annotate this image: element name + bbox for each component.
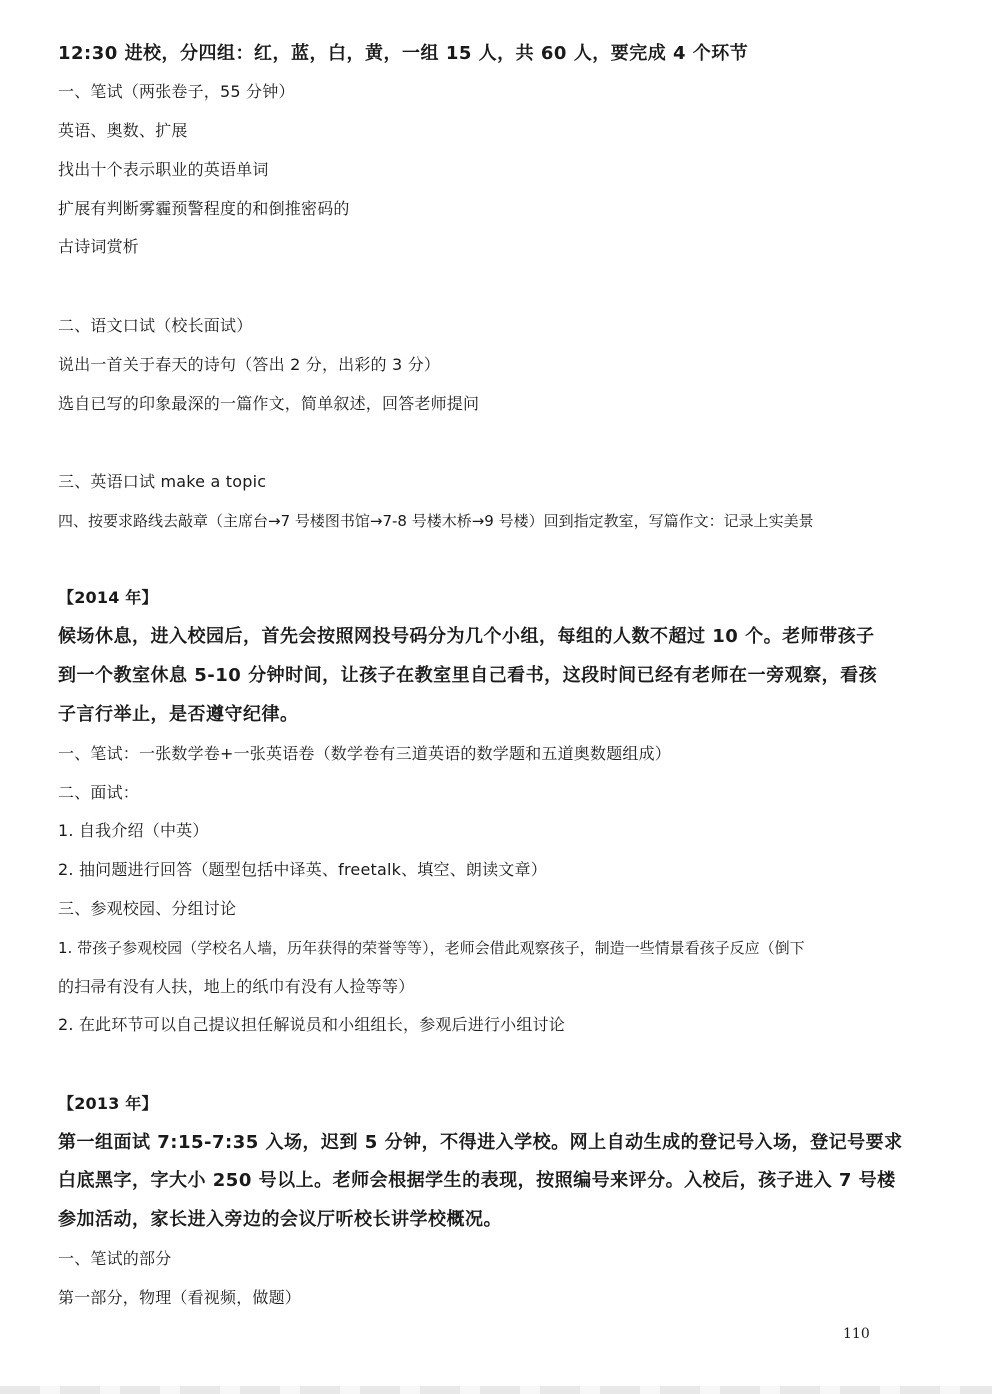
section-heading-2014: 【2014 年】 xyxy=(58,588,158,607)
text-line: 三、英语口试 make a topic xyxy=(58,472,267,491)
text-line: 古诗词赏析 xyxy=(58,237,140,256)
text-line: 一、笔试（两张卷子，55 分钟） xyxy=(58,82,295,101)
text-line: 参加活动，家长进入旁边的会议厅听校长讲学校概况。 xyxy=(58,1209,502,1230)
text-line: 英语、奥数、扩展 xyxy=(58,121,188,140)
text-line: 二、面试： xyxy=(58,783,140,802)
text-line: 1. 带孩子参观校园（学校名人墙，历年获得的荣誉等等），老师会借此观察孩子，制造一些情景看孩子反应（倒下 xyxy=(58,939,805,957)
text-line: 到一个教室休息 5-10 分钟时间，让孩子在教室里自己看书，这段时间已经有老师在一旁观察，看孩 xyxy=(58,665,878,686)
page-number: 110 xyxy=(843,1326,870,1342)
text-line: 扩展有判断雾霾预警程度的和倒推密码的 xyxy=(58,199,350,218)
text-line: 第一组面试 7:15-7:35 入场，迟到 5 分钟，不得进入学校。网上自动生成的登记号入场，登记号要求 xyxy=(58,1132,903,1153)
text-line: 说出一首关于春天的诗句（答出 2 分，出彩的 3 分） xyxy=(58,355,441,374)
text-line: 四、按要求路线去敲章（主席台→7 号楼图书馆→7-8 号楼木桥→9 号楼）回到指定教室，写篇作文：记录上实美景 xyxy=(58,512,814,530)
text-line: 第一部分，物理（看视频，做题） xyxy=(58,1288,302,1307)
text-line: 一、笔试的部分 xyxy=(58,1249,172,1268)
text-line: 1. 自我介绍（中英） xyxy=(58,821,209,840)
text-line: 的扫帚有没有人扶，地上的纸巾有没有人捡等等） xyxy=(58,977,415,996)
text-line: 子言行举止，是否遵守纪律。 xyxy=(58,704,299,725)
text-line: 2. 在此环节可以自己提议担任解说员和小组组长，参观后进行小组讨论 xyxy=(58,1015,565,1034)
text-line: 白底黑字，字大小 250 号以上。老师会根据学生的表现，按照编号来评分。入校后，孩子进入 7 号楼 xyxy=(58,1170,896,1191)
text-line: 二、语文口试（校长面试） xyxy=(58,316,253,335)
text-line: 候场休息，进入校园后，首先会按照网投号码分为几个小组，每组的人数不超过 10 个。老师带孩子 xyxy=(58,626,875,647)
text-line: 一、笔试：一张数学卷+一张英语卷（数学卷有三道英语的数学题和五道奥数题组成） xyxy=(58,744,672,763)
text-line: 找出十个表示职业的英语单词 xyxy=(58,160,269,179)
text-line: 2. 抽问题进行回答（题型包括中译英、freetalk、填空、朗读文章） xyxy=(58,860,547,879)
text-line: 三、参观校园、分组讨论 xyxy=(58,899,237,918)
text-line: 选自已写的印象最深的一篇作文，简单叙述，回答老师提问 xyxy=(58,394,480,413)
text-line: 12:30 进校，分四组：红，蓝，白，黄，一组 15 人，共 60 人，要完成 4 个环节 xyxy=(58,43,749,64)
scan-edge-artifact xyxy=(0,1386,992,1394)
section-heading-2013: 【2013 年】 xyxy=(58,1094,158,1113)
